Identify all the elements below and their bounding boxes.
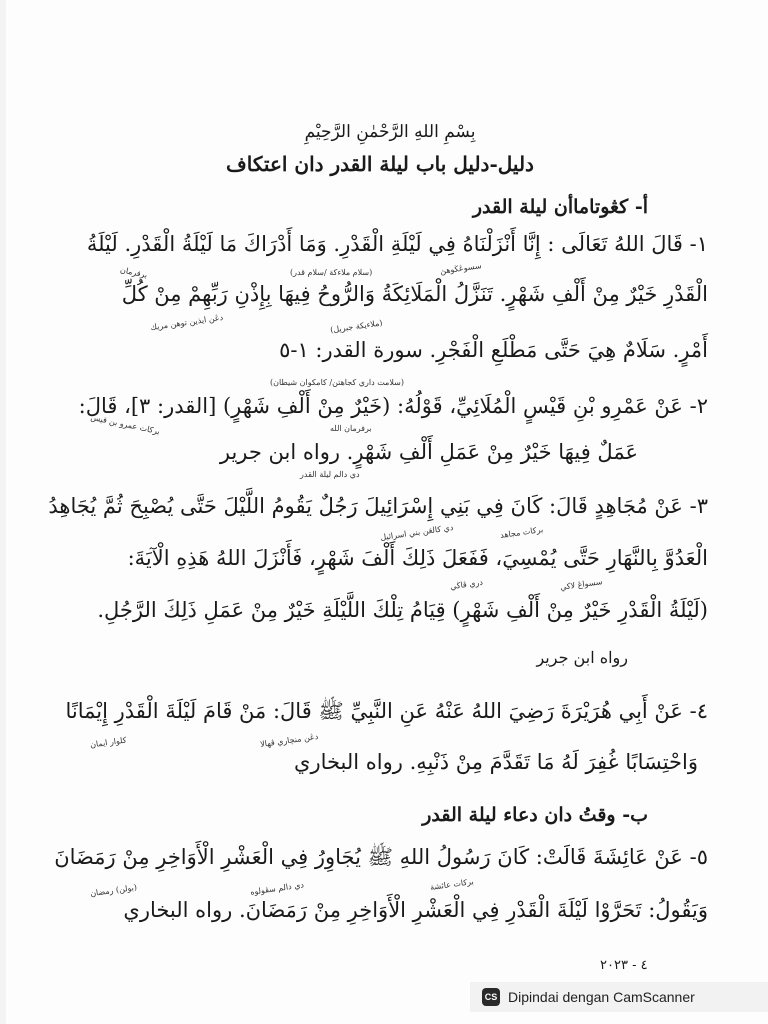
item-5-line-2: وَيَقُولُ: تَحَرَّوْا لَيْلَةَ الْقَدْرِ فِي الْعَشْرِ الْأَوَاخِرِ مِنْ رَمَضَانَ. رواه البخاري <box>123 898 708 922</box>
section-a-heading: أ- كڠوتاماأن ليلة القدر <box>472 196 648 218</box>
gloss-15: دڠن منچاري ڤهالا <box>259 731 319 750</box>
item-3-line-2: الْعَدُوَّ بِالنَّهَارِ حَتَّى يُمْسِيَ، فَفَعَلَ ذَلِكَ أَلْفَ شَهْرٍ، فَأَنْزَلَ اللهُ هَذِهِ الْآيَةَ: <box>127 546 708 570</box>
camscanner-label: Dipindai dengan CamScanner <box>508 989 695 1005</box>
gloss-16: بركات عائشة <box>429 876 475 893</box>
item-3-source: رواه ابن جرير <box>536 648 628 667</box>
gloss-7: برفرمان الله <box>330 424 372 433</box>
bismillah-heading: بِسْمِ اللهِ الرَّحْمٰنِ الرَّحِيْمِ <box>304 122 476 142</box>
item-3-line-3: (لَيْلَةُ الْقَدْرِ خَيْرٌ مِنْ أَلْفِ شَهْرٍ) قِيَامُ تِلْكَ اللَّيْلَةِ خَيْرٌ مِنْ عَمَلِ ذَلِكَ الرَّجُلِ. <box>97 598 708 622</box>
page-title: دليل-دليل باب ليلة القدر دان اعتكاف <box>226 152 534 176</box>
gloss-14: كلوار ايمان <box>89 735 128 750</box>
gloss-6: (سلامت داري كجاهتن/ كامكوان شيطان) <box>270 378 404 387</box>
gloss-13: سسواڠ لاكي <box>559 577 603 592</box>
gloss-17: دي دالم سڤولوه <box>249 880 305 897</box>
camscanner-logo-icon: CS <box>482 988 500 1006</box>
gloss-1: برفرمان <box>119 265 149 280</box>
gloss-12: دري ڤاڬي <box>449 577 484 592</box>
page-date: ٤ - ٢٠٢٣ <box>600 958 648 973</box>
gloss-3: سسوڠڬوهڽ <box>439 261 483 276</box>
gloss-9: دي دالم ليلة القدر <box>300 470 360 479</box>
gloss-2: (سلام ملاءكة /سلام قدر) <box>290 268 373 277</box>
gloss-5: دڠن ايذين توهن مريك <box>149 312 224 333</box>
gloss-4: (ملاءيكة جبريل) <box>329 318 383 335</box>
item-5-line-1: ٥- عَنْ عَائِشَةَ قَالَتْ: كَانَ رَسُولُ اللهِ ﷺ يُجَاوِرُ فِي الْعَشْرِ الْأَوَاخِرِ مِنْ رَمَضَانَ <box>54 845 708 869</box>
gloss-18: (بولن) رمضان <box>89 882 138 899</box>
gloss-8: بركات عمرو بن قيس <box>89 412 161 437</box>
item-1-line-3: أَمْرٍ. سَلَامٌ هِيَ حَتَّى مَطْلَعِ الْفَجْرِ. سورة القدر: ١-٥ <box>279 338 708 362</box>
page-edge <box>0 0 6 1024</box>
item-2-line-1: ٢- عَنْ عَمْرِو بْنِ قَيْسٍ الْمُلَائِيِّ، قَوْلُهُ: (خَيْرٌ مِنْ أَلْفِ شَهْرٍ) [القدر: ٣]، قَالَ: <box>78 394 708 418</box>
item-4-line-2: وَاحْتِسَابًا غُفِرَ لَهُ مَا تَقَدَّمَ مِنْ ذَنْبِهِ. رواه البخاري <box>294 750 698 774</box>
item-1-line-1: ١- قَالَ اللهُ تَعَالَى : إِنَّا أَنْزَلْنَاهُ فِي لَيْلَةِ الْقَدْرِ. وَمَا أَدْرَاكَ مَا لَيْلَةُ الْقَدْرِ. لَيْلَةُ <box>86 232 708 256</box>
gloss-11: دي كالڠن بني اسرائيل <box>379 522 454 543</box>
gloss-10: بركات مجاهد <box>499 525 544 540</box>
item-3-line-1: ٣- عَنْ مُجَاهِدٍ قَالَ: كَانَ فِي بَنِي إِسْرَائِيلَ رَجُلٌ يَقُومُ اللَّيْلَ حَتَّى يُصْبِحَ ثُمَّ يُجَاهِدُ <box>48 494 708 518</box>
item-2-line-2: عَمَلٌ فِيهَا خَيْرٌ مِنْ عَمَلِ أَلْفِ شَهْرٍ. رواه ابن جرير <box>219 440 638 464</box>
section-b-heading: ب- وقتُ دان دعاء ليلة القدر <box>422 804 648 826</box>
camscanner-watermark <box>470 982 768 1012</box>
item-1-line-2: الْقَدْرِ خَيْرٌ مِنْ أَلْفِ شَهْرٍ. تَنَزَّلُ الْمَلَائِكَةُ وَالرُّوحُ فِيهَا بِإِذْنِ رَبِّهِمْ مِنْ كُلِّ <box>121 282 708 306</box>
item-4-line-1: ٤- عَنْ أَبِي هُرَيْرَةَ رَضِيَ اللهُ عَنْهُ عَنِ النَّبِيِّ ﷺ قَالَ: مَنْ قَامَ لَيْلَةَ الْقَدْرِ إِيْمَانًا <box>65 699 708 723</box>
